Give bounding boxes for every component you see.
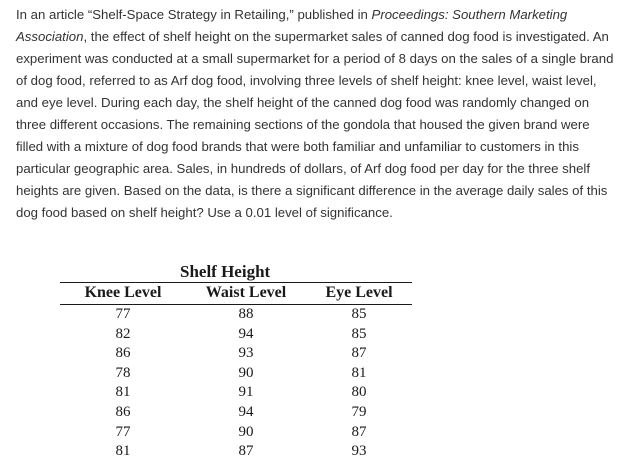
table-cell: 90 (238, 423, 254, 440)
table-cell: 81 (115, 443, 131, 460)
table-row (60, 364, 412, 384)
table-cell: 86 (115, 345, 131, 362)
table-row (60, 383, 412, 403)
journal-title: Proceedings: Southern Marketing Association (16, 7, 568, 44)
table-row (60, 305, 412, 325)
table-row (60, 442, 412, 462)
column-header-knee-level: Knee Level (84, 284, 162, 301)
table-cell: 77 (115, 423, 131, 440)
table-row (60, 344, 412, 364)
table-cell: 86 (115, 403, 131, 420)
table-cell: 87 (351, 345, 367, 362)
column-header-waist-level: Waist Level (205, 284, 287, 301)
problem-statement (16, 4, 616, 224)
table-cell: 81 (115, 384, 131, 401)
table-row (60, 325, 412, 345)
table-body (60, 305, 412, 462)
table-cell: 94 (238, 325, 254, 342)
column-header-eye-level: Eye Level (325, 284, 393, 301)
table-row (60, 403, 412, 423)
table-cell: 80 (351, 384, 367, 401)
table-cell: 88 (238, 306, 254, 322)
table-cell: 90 (238, 364, 254, 381)
table-cell: 78 (115, 364, 131, 381)
table-cell: 87 (351, 423, 367, 440)
table-cell: 94 (238, 403, 254, 420)
table-cell: 93 (351, 443, 367, 460)
table-cell: 85 (351, 306, 367, 322)
table-cell: 91 (238, 384, 254, 401)
problem-text-intro: In an article “Shelf-Space Strategy in Retailing,” published in (16, 7, 372, 22)
table-column-headers (60, 282, 412, 305)
table-group-header: Shelf Height (180, 262, 271, 281)
table-cell: 77 (115, 306, 131, 322)
problem-text-body: , the effect of shelf height on the supermarket sales of canned dog food is investigated. An experiment was conducted at a small supermarket for a period of 8 days on the sales of a single brand of dog food, referred to as Arf dog food, involving three levels of shelf height: knee level, waist level, and eye level. During each day, the shelf height of the canned dog food was randomly changed on three different occasions. The remaining sections of the gondola that housed the given brand were filled with a mixture of dog food brands that were both familiar and unfamiliar to customers in this particular geographic area. Sales, in hundreds of dollars, of Arf dog food per day for the three shelf heights are given. Based on the data, is there a significant difference in the average daily sales of this dog food based on shelf height? Use a 0.01 level of significance. (16, 29, 614, 220)
table-cell: 85 (351, 325, 367, 342)
table-cell: 81 (351, 364, 367, 381)
table-cell: 82 (115, 325, 131, 342)
table-cell: 79 (351, 403, 367, 420)
table-row (60, 423, 412, 443)
table-cell: 93 (238, 345, 254, 362)
table-cell: 87 (238, 443, 254, 460)
